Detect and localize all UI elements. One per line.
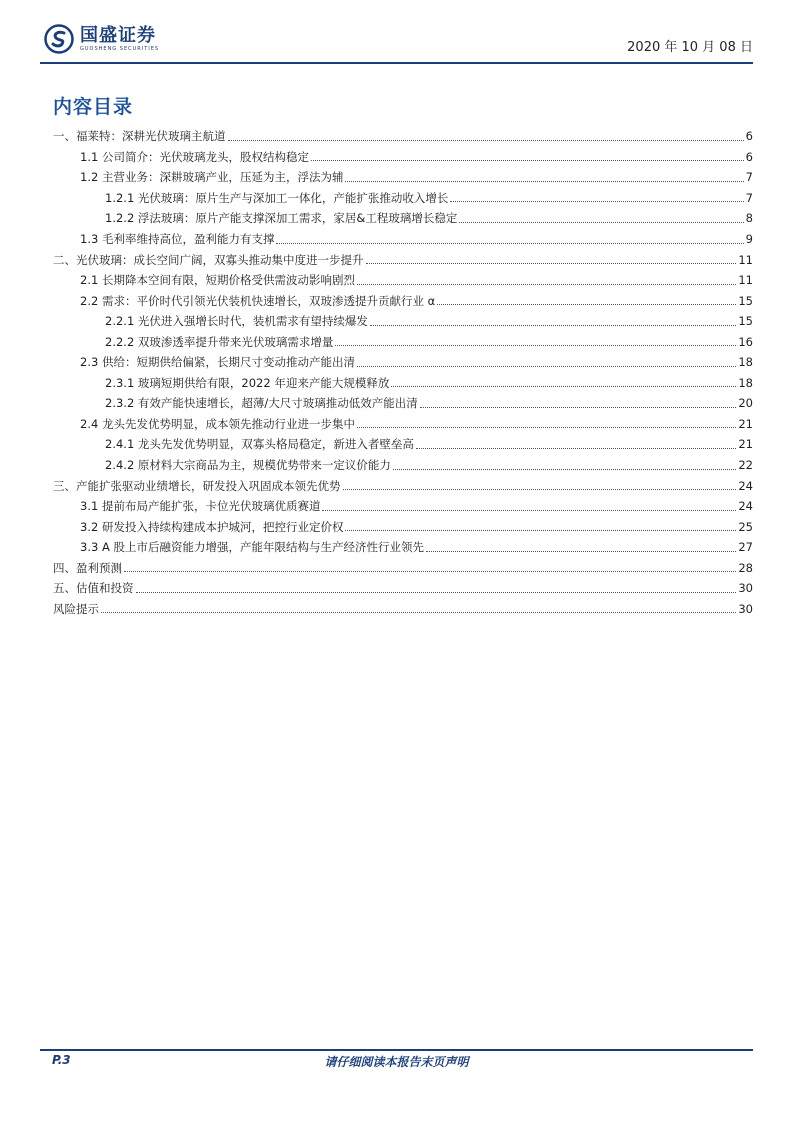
toc-entry-text: 1.3 毛利率维持高位，盈利能力有支撑 xyxy=(80,232,275,246)
toc-entry[interactable] xyxy=(53,557,753,578)
toc-entry[interactable] xyxy=(53,599,753,620)
toc-entry-page: 9 xyxy=(745,232,753,246)
toc-entry[interactable] xyxy=(53,290,753,311)
toc-entry-page: 27 xyxy=(738,540,753,555)
toc-entry-page: 28 xyxy=(738,560,753,575)
toc-dot-leader xyxy=(357,366,736,367)
toc-entry[interactable] xyxy=(53,516,753,537)
toc-entry[interactable] xyxy=(53,352,753,373)
toc-entry-page: 6 xyxy=(745,129,753,144)
toc-entry-text: 五、估值和投资 xyxy=(53,581,134,596)
toc-entry-text: 3.2 研发投入持续构建成本护城河，把控行业定价权 xyxy=(80,519,344,534)
toc-dot-leader xyxy=(322,510,736,511)
toc-entry-text: 2.2.2 双玻渗透率提升带来光伏玻璃需求增量 xyxy=(105,334,334,349)
toc-entry-page: 21 xyxy=(738,416,753,431)
toc-dot-leader xyxy=(345,530,736,531)
toc-entry-page: 18 xyxy=(738,355,753,370)
toc-title: 内容目录 xyxy=(53,96,134,118)
footer-disclaimer: 请仔细阅读本报告末页声明 xyxy=(324,1055,469,1069)
toc-entry-text: 风险提示 xyxy=(53,601,99,616)
toc-dot-leader xyxy=(124,571,736,572)
toc-dot-leader xyxy=(345,181,743,182)
toc-entry-text: 3.3 A 股上市后融资能力增强，产能年限结构与生产经济性行业领先 xyxy=(80,540,424,555)
toc-entry-page: 11 xyxy=(738,273,753,288)
toc-dot-leader xyxy=(343,489,737,490)
toc-entry-page: 21 xyxy=(738,437,753,452)
toc-entry[interactable] xyxy=(53,393,753,414)
toc-entry-page: 22 xyxy=(738,458,753,473)
table-of-contents xyxy=(53,126,753,619)
toc-dot-leader xyxy=(357,427,736,428)
toc-entry-text: 2.2.1 光伏进入强增长时代，装机需求有望持续爆发 xyxy=(105,314,368,329)
toc-dot-leader xyxy=(228,140,744,141)
toc-dot-leader xyxy=(370,325,736,326)
toc-entry-text: 1.2.1 光伏玻璃：原片生产与深加工一体化，产能扩张推动收入增长 xyxy=(105,190,449,205)
toc-entry[interactable] xyxy=(53,270,753,291)
toc-entry-text: 2.2 需求：平价时代引领光伏装机快速增长，双玻渗透提升贡献行业 α xyxy=(80,293,436,308)
toc-dot-leader xyxy=(357,284,736,285)
page-number: P.3 xyxy=(52,1053,71,1067)
toc-entry[interactable] xyxy=(53,249,753,270)
toc-entry-text: 2.3.1 玻璃短期供给有限，2022 年迎来产能大规模释放 xyxy=(105,375,390,390)
toc-entry-text: 二、光伏玻璃：成长空间广阔，双寡头推动集中度进一步提升 xyxy=(53,252,364,267)
toc-entry-text: 一、福莱特：深耕光伏玻璃主航道 xyxy=(53,129,226,144)
toc-entry-page: 7 xyxy=(745,190,753,205)
toc-entry-page: 15 xyxy=(738,293,753,308)
toc-dot-leader xyxy=(450,201,743,202)
toc-entry-text: 三、产能扩张驱动业绩增长，研发投入巩固成本领先优势 xyxy=(53,478,341,493)
page-header xyxy=(40,22,753,60)
toc-entry-text: 1.1 公司简介：光伏玻璃龙头，股权结构稳定 xyxy=(80,149,309,164)
toc-entry-page: 30 xyxy=(738,581,753,596)
toc-entry-text: 2.3.2 有效产能快速增长，超薄/大尺寸玻璃推动低效产能出清 xyxy=(105,396,418,411)
company-logo xyxy=(44,24,159,54)
toc-dot-leader xyxy=(366,263,737,264)
toc-dot-leader xyxy=(136,592,737,593)
toc-entry-text: 四、盈利预测 xyxy=(53,560,122,575)
toc-dot-leader xyxy=(420,407,737,408)
toc-entry-page: 6 xyxy=(745,149,753,164)
toc-entry[interactable] xyxy=(53,414,753,435)
toc-entry-page: 15 xyxy=(738,314,753,329)
toc-dot-leader xyxy=(426,551,736,552)
toc-entry-page: 18 xyxy=(738,375,753,390)
toc-entry[interactable] xyxy=(53,311,753,332)
toc-entry-page: 24 xyxy=(738,478,753,493)
toc-entry-page: 24 xyxy=(738,499,753,514)
toc-entry[interactable] xyxy=(53,188,753,209)
toc-entry-page: 30 xyxy=(738,601,753,616)
toc-entry[interactable] xyxy=(53,229,753,250)
toc-entry[interactable] xyxy=(53,434,753,455)
toc-dot-leader xyxy=(101,612,736,613)
toc-entry-page: 7 xyxy=(745,170,753,185)
toc-entry[interactable] xyxy=(53,373,753,394)
toc-entry[interactable] xyxy=(53,126,753,147)
toc-dot-leader xyxy=(437,304,736,305)
toc-entry-page: 8 xyxy=(745,211,753,226)
toc-entry-text: 1.2.2 浮法玻璃：原片产能支撑深加工需求，家居&工程玻璃增长稳定 xyxy=(105,211,458,226)
toc-dot-leader xyxy=(276,243,743,244)
toc-dot-leader xyxy=(335,345,736,346)
toc-entry[interactable] xyxy=(53,455,753,476)
toc-entry-text: 3.1 提前布局产能扩张，卡位光伏玻璃优质赛道 xyxy=(80,499,321,514)
guosheng-logo-icon xyxy=(44,24,74,54)
toc-dot-leader xyxy=(391,386,736,387)
toc-dot-leader xyxy=(393,469,736,470)
toc-entry-page: 25 xyxy=(738,519,753,534)
toc-dot-leader xyxy=(311,160,744,161)
toc-entry[interactable] xyxy=(53,475,753,496)
footer-divider xyxy=(40,1049,753,1051)
toc-entry[interactable] xyxy=(53,578,753,599)
header-divider xyxy=(40,62,753,64)
toc-entry-text: 2.3 供给：短期供给偏紧，长期尺寸变动推动产能出清 xyxy=(80,355,355,370)
toc-entry[interactable] xyxy=(53,537,753,558)
toc-entry-text: 2.4 龙头先发优势明显，成本领先推动行业进一步集中 xyxy=(80,416,355,431)
toc-entry[interactable] xyxy=(53,496,753,517)
toc-entry-page: 16 xyxy=(738,334,753,349)
logo-english-name: GUOSHENG SECURITIES xyxy=(80,45,160,52)
toc-entry-page: 20 xyxy=(738,396,753,411)
toc-dot-leader xyxy=(459,222,743,223)
toc-dot-leader xyxy=(416,448,736,449)
logo-chinese-name: 国盛证券 xyxy=(80,24,156,46)
toc-entry[interactable] xyxy=(53,167,753,188)
toc-entry[interactable] xyxy=(53,147,753,168)
toc-entry-text: 2.4.1 龙头先发优势明显，双寡头格局稳定，新进入者壁垒高 xyxy=(105,437,414,452)
toc-entry[interactable] xyxy=(53,331,753,352)
report-date: 2020 年 10 月 08 日 xyxy=(627,40,753,55)
toc-entry-text: 2.1 长期降本空间有限，短期价格受供需波动影响剧烈 xyxy=(80,273,355,288)
toc-entry[interactable] xyxy=(53,208,753,229)
toc-entry-text: 1.2 主营业务：深耕玻璃产业，压延为主，浮法为辅 xyxy=(80,170,344,185)
toc-entry-text: 2.4.2 原材料大宗商品为主，规模优势带来一定议价能力 xyxy=(105,458,391,473)
toc-entry-page: 11 xyxy=(738,252,753,267)
